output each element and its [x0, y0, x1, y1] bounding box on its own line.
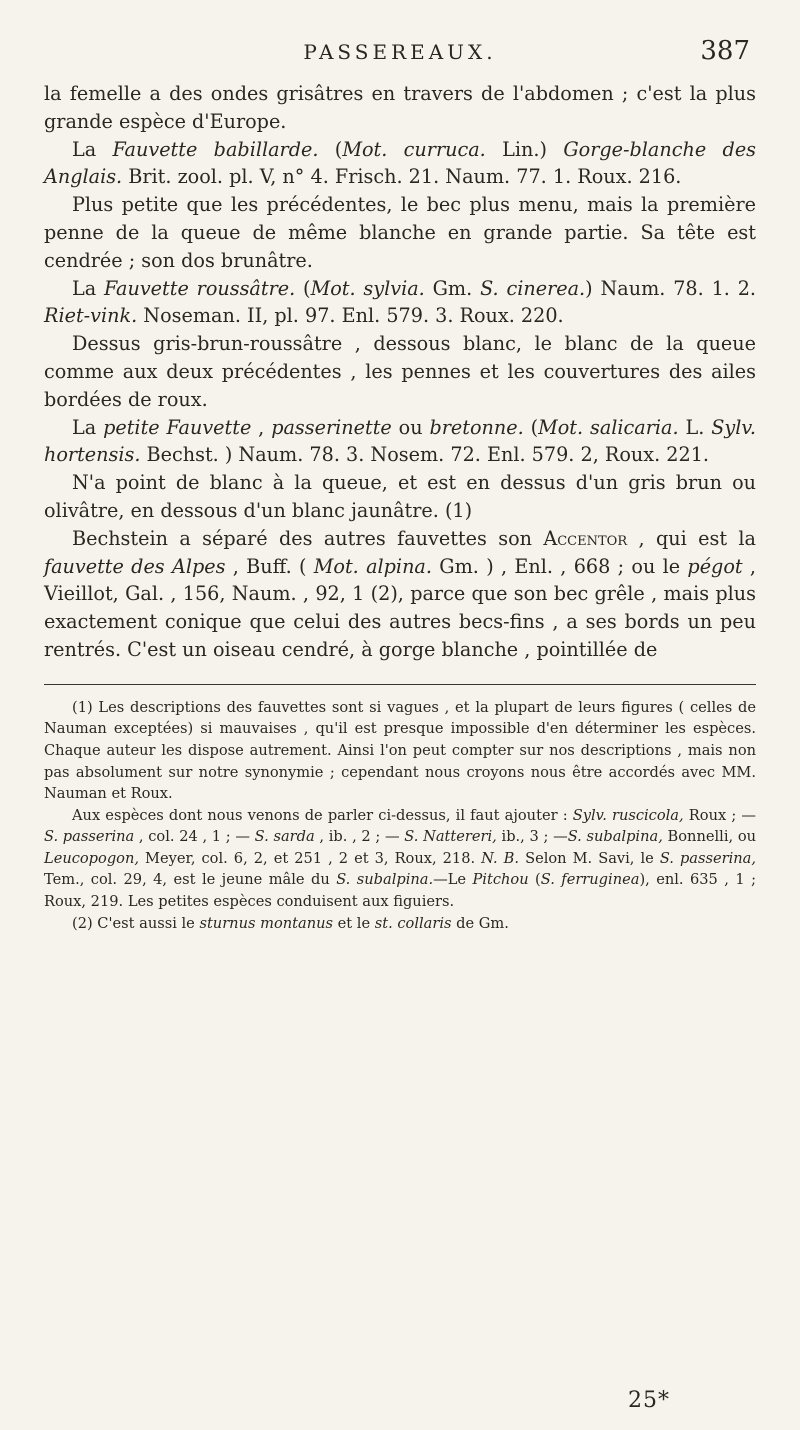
paragraph: N'a point de blanc à la queue, et est en dessus d'un gris brun ou olivâtre, en dessous d'un blanc jaunâtre. (1)	[44, 471, 756, 522]
running-title: PASSEREAUX.	[303, 40, 497, 64]
footnote: (1) Les descriptions des fauvettes sont si vagues , et la plupart de leurs figures ( celles de Nauman exceptées) si mauvaises , qu'il est presque impossible d'en déterminer les espèces. Chaque auteur les dispose autrement. Ainsi l'on peut compter sur nos descriptions , mais non pas absolument sur notre synonymie ; cependant nous croyons nous être accordés avec MM. Nauman et Roux.	[44, 698, 756, 803]
paragraph: Dessus gris-brun-roussâtre , dessous blanc, le blanc de la queue comme aux deux précédentes , les pennes et les couvertures des ailes bordées de roux.	[44, 332, 756, 411]
paragraph: la femelle a des ondes grisâtres en travers de l'abdomen ; c'est la plus grande espèce d'Europe.	[44, 82, 756, 133]
running-head	[44, 36, 756, 80]
paragraph: Plus petite que les précédentes, le bec plus menu, mais la première penne de la queue de même blanche en grande partie. Sa tête est cendrée ; son dos brunâtre.	[44, 193, 756, 272]
paragraph: La Fauvette babillarde. (Mot. curruca. Lin.) Gorge-blanche des Anglais. Brit. zool. pl. V, n° 4. Frisch. 21. Naum. 77. 1. Roux. 216.	[44, 137, 757, 189]
paragraph: Bechstein a séparé des autres fauvettes son Accentor , qui est la fauvette des Alpes , Buff. ( Mot. alpina. Gm. ) , Enl. , 668 ; ou le pégot , Vieillot, Gal. , 156, Naum. , 92, 1 (2), parce que son bec grêle , mais plus exactement conique que celui des autres becs-fins , a ses bords un peu rentrés. C'est un oiseau cendré, à gorge blanche , pointillée de	[44, 526, 757, 661]
footnote: Aux espèces dont nous venons de parler ci-dessus, il faut ajouter : Sylv. ruscicola, Roux ; — S. passerina , col. 24 , 1 ; — S. sarda , ib. , 2 ; — S. Nattereri, ib., 3 ; —S. subalpina, Bonnelli, ou Leucopogon, Meyer, col. 6, 2, et 251 , 2 et 3, Roux, 218. N. B. Selon M. Savi, le S. passerina, Tem., col. 29, 4, est le jeune mâle du S. subalpina.—Le Pitchou (S. ferruginea), enl. 635 , 1 ; Roux, 219. Les petites espèces conduisent aux figuiers.	[44, 806, 757, 911]
paragraph: La Fauvette roussâtre. (Mot. sylvia. Gm. S. cinerea.) Naum. 78. 1. 2. Riet-vink. Noseman. II, pl. 97. Enl. 579. 3. Roux. 220.	[44, 276, 757, 328]
body-text	[44, 80, 756, 664]
footnote: (2) C'est aussi le sturnus montanus et le st. collaris de Gm.	[72, 914, 509, 932]
paragraph: La petite Fauvette , passerinette ou bretonne. (Mot. salicaria. L. Sylv. hortensis. Bechst. ) Naum. 78. 3. Nosem. 72. Enl. 579. 2, Roux. 221.	[44, 415, 756, 467]
page-number: 387	[700, 36, 750, 66]
footnote-rule	[44, 684, 756, 685]
signature-mark: 25*	[628, 1388, 670, 1413]
footnotes	[44, 697, 756, 935]
